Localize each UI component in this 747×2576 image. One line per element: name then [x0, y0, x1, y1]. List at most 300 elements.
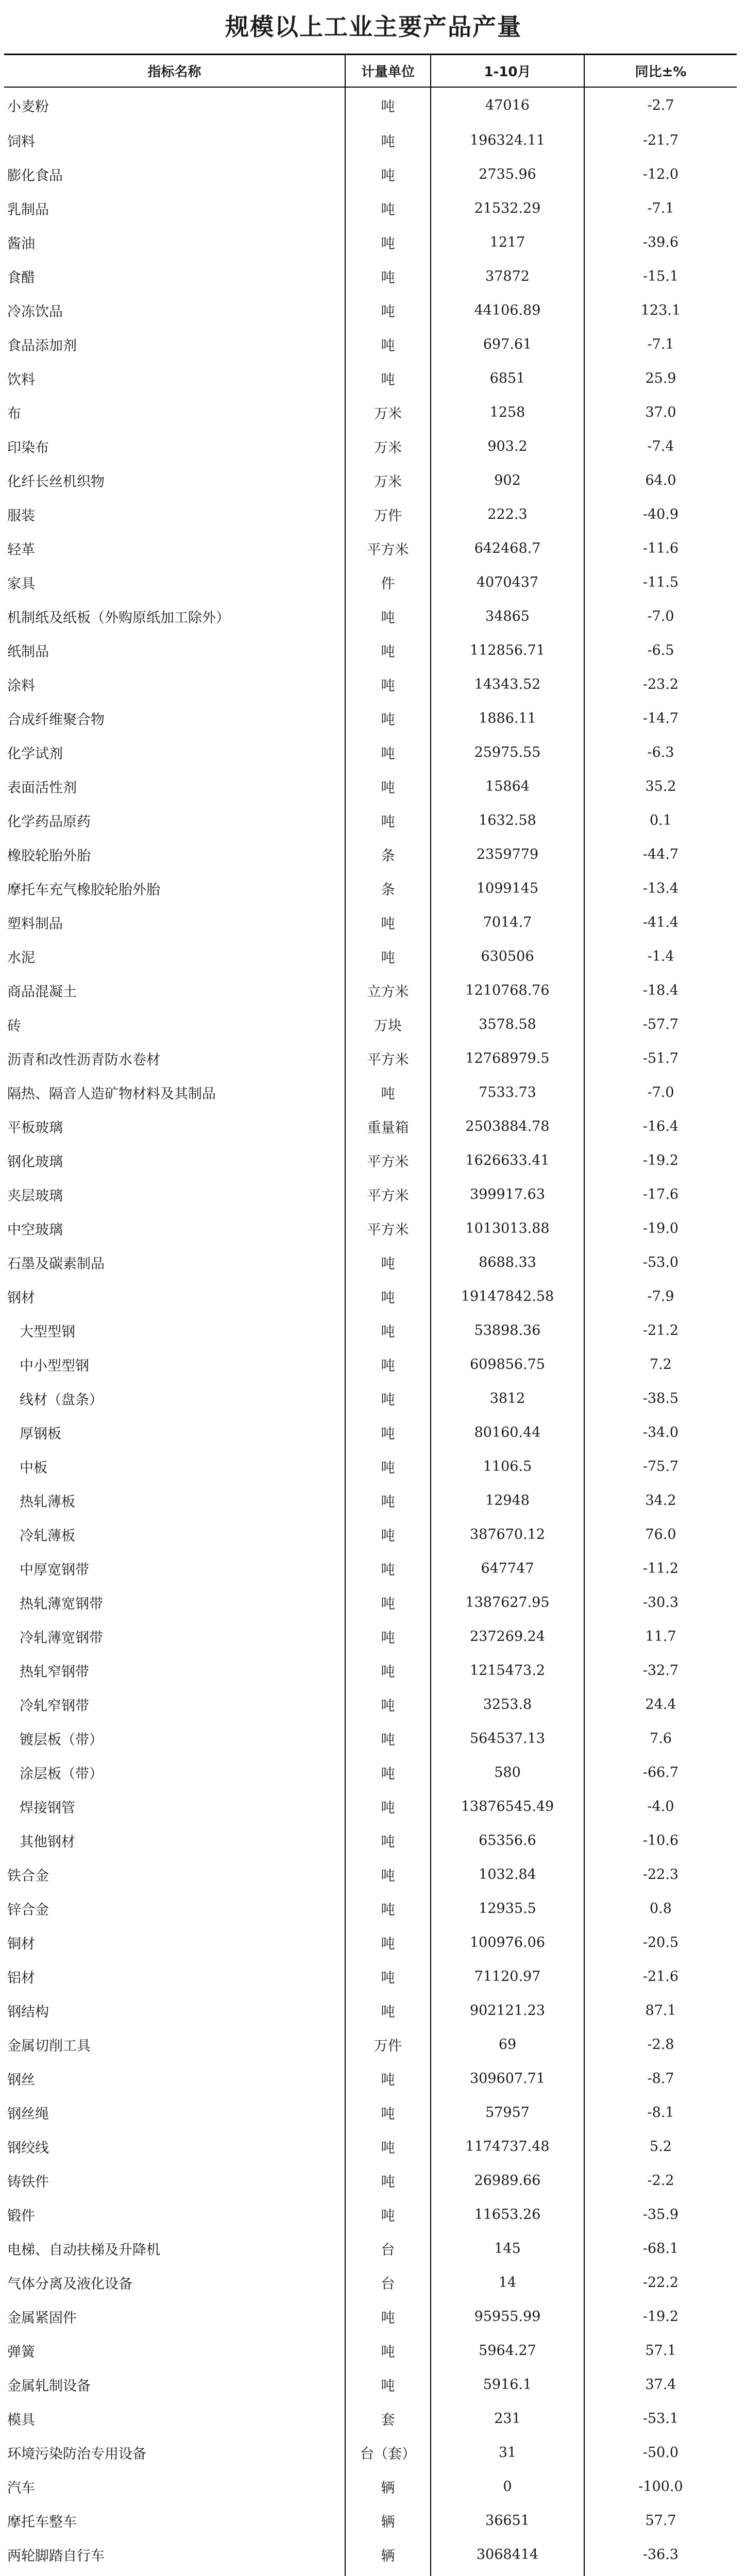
unit-cell: 吨: [345, 599, 431, 633]
unit-cell: 吨: [345, 1857, 431, 1891]
jan-oct-value-cell: 642468.7: [431, 531, 584, 565]
unit-cell: 吨: [345, 1721, 431, 1755]
yoy-change-cell: -32.7: [584, 1653, 737, 1687]
table-row: [4, 1891, 737, 1925]
unit-cell: 万米: [345, 395, 431, 429]
header-unit: 计量单位: [345, 55, 431, 88]
unit-cell: 吨: [345, 1313, 431, 1347]
indicator-name-cell: 印染布: [7, 439, 49, 456]
jan-oct-value-cell: 12935.5: [431, 1891, 584, 1925]
indicator-name-cell: 涂层板（带）: [20, 1766, 103, 1782]
unit-cell: 平方米: [345, 1143, 431, 1177]
header-jan-oct: 1-10月: [431, 55, 584, 88]
yoy-change-cell: -53.1: [584, 2401, 737, 2435]
table-row: [4, 2027, 737, 2061]
yoy-change-cell: -38.5: [584, 1381, 737, 1415]
jan-oct-value-cell: 71120.97: [431, 1959, 584, 1993]
jan-oct-value-cell: 34865: [431, 599, 584, 633]
yoy-change-cell: 25.9: [584, 361, 737, 395]
table-row: [4, 2333, 737, 2367]
jan-oct-value-cell: 1886.11: [431, 701, 584, 735]
indicator-name-cell: 冷轧薄宽钢带: [20, 1630, 103, 1646]
yoy-change-cell: -7.1: [584, 327, 737, 361]
table-row: [4, 1721, 737, 1755]
indicator-name-cell: 酱油: [7, 235, 35, 252]
jan-oct-value-cell: 903.2: [431, 429, 584, 463]
table-row: [4, 2197, 737, 2231]
yoy-change-cell: -6.5: [584, 633, 737, 667]
indicator-name-cell: 服装: [7, 507, 35, 524]
jan-oct-value-cell: 580: [431, 1755, 584, 1789]
yoy-change-cell: -11.5: [584, 565, 737, 599]
jan-oct-value-cell: 222.3: [431, 497, 584, 531]
unit-cell: 条: [345, 837, 431, 871]
unit-cell: 吨: [345, 259, 431, 293]
indicator-name-cell: 水泥: [7, 950, 35, 966]
yoy-change-cell: 0.8: [584, 1891, 737, 1925]
table-header-row: [4, 55, 737, 88]
yoy-change-cell: -57.7: [584, 1007, 737, 1041]
table-row: [4, 905, 737, 939]
indicator-name-cell: 钢丝绳: [7, 2106, 49, 2122]
yoy-change-cell: -7.0: [584, 599, 737, 633]
table-row: [4, 2129, 737, 2163]
unit-cell: [345, 2571, 431, 2576]
unit-cell: 台（套）: [345, 2435, 431, 2469]
unit-cell: 吨: [345, 1891, 431, 1925]
indicator-name-cell: 机制纸及纸板（外购原纸加工除外）: [7, 609, 230, 626]
indicator-name-cell: 铝材: [7, 1970, 35, 1986]
jan-oct-value-cell: 1215473.2: [431, 1653, 584, 1687]
yoy-change-cell: 7.6: [584, 1721, 737, 1755]
jan-oct-value-cell: 69: [431, 2027, 584, 2061]
indicator-name-cell: 弹簧: [7, 2344, 35, 2360]
jan-oct-value-cell: 1210768.76: [431, 973, 584, 1007]
indicator-name-cell: 模具: [7, 2412, 35, 2428]
yoy-change-cell: 5.2: [584, 2129, 737, 2163]
table-row: [4, 1585, 737, 1619]
indicator-name-cell: 锻件: [7, 2208, 35, 2224]
yoy-change-cell: -53.0: [584, 1245, 737, 1279]
yoy-change-cell: 123.1: [584, 293, 737, 327]
unit-cell: 吨: [345, 1925, 431, 1959]
indicator-name-cell: 涂料: [7, 677, 35, 694]
yoy-change-cell: -17.6: [584, 1177, 737, 1211]
table-row: [4, 2469, 737, 2503]
yoy-change-cell: -11.2: [584, 1551, 737, 1585]
yoy-change-cell: -6.3: [584, 735, 737, 769]
table-row: [4, 1755, 737, 1789]
unit-cell: 吨: [345, 87, 431, 123]
indicator-name-cell: 厚钢板: [20, 1426, 61, 1442]
jan-oct-value-cell: 697.61: [431, 327, 584, 361]
unit-cell: 吨: [345, 2299, 431, 2333]
unit-cell: 吨: [345, 123, 431, 157]
table-row: [4, 1211, 737, 1245]
indicator-name-cell: 轻革: [7, 541, 35, 558]
indicator-name-cell: 纸制品: [7, 643, 49, 660]
yoy-change-cell: -40.9: [584, 497, 737, 531]
indicator-name-cell: 钢绞线: [7, 2140, 49, 2156]
table-row: [4, 735, 737, 769]
table-row: [4, 1449, 737, 1483]
unit-cell: 吨: [345, 1449, 431, 1483]
table-row: [4, 1959, 737, 1993]
unit-cell: 平方米: [345, 531, 431, 565]
yoy-change-cell: -66.7: [584, 1755, 737, 1789]
yoy-change-cell: -19.2: [584, 2299, 737, 2333]
yoy-change-cell: -7.1: [584, 191, 737, 225]
jan-oct-value-cell: 196324.11: [431, 123, 584, 157]
indicator-name-cell: 食醋: [7, 269, 35, 286]
jan-oct-value-cell: 1626633.41: [431, 1143, 584, 1177]
yoy-change-cell: -19.2: [584, 1143, 737, 1177]
unit-cell: 吨: [345, 1075, 431, 1109]
table-row: [4, 2503, 737, 2537]
unit-cell: 吨: [345, 1381, 431, 1415]
yoy-change-cell: -13.4: [584, 871, 737, 905]
indicator-name-cell: 布: [7, 405, 21, 422]
jan-oct-value-cell: 4070437: [431, 565, 584, 599]
jan-oct-value-cell: 21532.29: [431, 191, 584, 225]
indicator-name-cell: 小麦粉: [7, 99, 49, 115]
yoy-change-cell: -22.2: [584, 2265, 737, 2299]
table-row: [4, 2367, 737, 2401]
table-row: [4, 2163, 737, 2197]
jan-oct-value-cell: 7014.7: [431, 905, 584, 939]
jan-oct-value-cell: 145: [431, 2231, 584, 2265]
indicator-name-cell: 食品添加剂: [7, 337, 77, 354]
jan-oct-value-cell: [431, 2571, 584, 2576]
indicator-name-cell: 铜材: [7, 1936, 35, 1952]
jan-oct-value-cell: 2735.96: [431, 157, 584, 191]
header-indicator-name: 指标名称: [4, 55, 345, 88]
yoy-change-cell: -15.1: [584, 259, 737, 293]
yoy-change-cell: -16.4: [584, 1109, 737, 1143]
jan-oct-value-cell: 1387627.95: [431, 1585, 584, 1619]
table-row: [4, 2265, 737, 2299]
yoy-change-cell: -8.7: [584, 2061, 737, 2095]
indicator-name-cell: 冷轧薄板: [20, 1528, 75, 1544]
jan-oct-value-cell: 237269.24: [431, 1619, 584, 1653]
indicator-name-cell: 钢结构: [7, 2004, 49, 2020]
unit-cell: 吨: [345, 2095, 431, 2129]
jan-oct-value-cell: 3812: [431, 1381, 584, 1415]
production-table: [4, 54, 737, 2576]
unit-cell: 吨: [345, 1687, 431, 1721]
unit-cell: 吨: [345, 1517, 431, 1551]
unit-cell: 吨: [345, 2367, 431, 2401]
unit-cell: 吨: [345, 157, 431, 191]
table-row: [4, 667, 737, 701]
jan-oct-value-cell: 26989.66: [431, 2163, 584, 2197]
indicator-name-cell: 钢材: [7, 1290, 35, 1306]
indicator-name-cell: 大型型钢: [20, 1324, 75, 1340]
table-row: [4, 1415, 737, 1449]
table-row: [4, 1653, 737, 1687]
unit-cell: 吨: [345, 1245, 431, 1279]
indicator-name-cell: 镀层板（带）: [20, 1732, 103, 1748]
yoy-change-cell: -36.3: [584, 2537, 737, 2571]
unit-cell: 吨: [345, 1347, 431, 1381]
indicator-name-cell: 热轧窄钢带: [20, 1664, 89, 1680]
unit-cell: 吨: [345, 701, 431, 735]
yoy-change-cell: -68.1: [584, 2231, 737, 2265]
unit-cell: 吨: [345, 2129, 431, 2163]
jan-oct-value-cell: 25975.55: [431, 735, 584, 769]
yoy-change-cell: -20.5: [584, 1925, 737, 1959]
jan-oct-value-cell: 15864: [431, 769, 584, 803]
jan-oct-value-cell: 5916.1: [431, 2367, 584, 2401]
indicator-name-cell: 锌合金: [7, 1902, 49, 1918]
table-row: [4, 1347, 737, 1381]
yoy-change-cell: 57.1: [584, 2333, 737, 2367]
jan-oct-value-cell: 19147842.58: [431, 1279, 584, 1313]
jan-oct-value-cell: 57957: [431, 2095, 584, 2129]
unit-cell: 吨: [345, 1959, 431, 1993]
unit-cell: 吨: [345, 633, 431, 667]
yoy-change-cell: 87.1: [584, 1993, 737, 2027]
unit-cell: 条: [345, 871, 431, 905]
jan-oct-value-cell: 37872: [431, 259, 584, 293]
yoy-change-cell: 34.2: [584, 1483, 737, 1517]
indicator-name-cell: 砖: [7, 1018, 21, 1034]
table-row: [4, 1075, 737, 1109]
table-row: [4, 1245, 737, 1279]
jan-oct-value-cell: 1174737.48: [431, 2129, 584, 2163]
table-row: [4, 1687, 737, 1721]
jan-oct-value-cell: 12948: [431, 1483, 584, 1517]
yoy-change-cell: 11.7: [584, 1619, 737, 1653]
table-row: [4, 1789, 737, 1823]
jan-oct-value-cell: 1099145: [431, 871, 584, 905]
jan-oct-value-cell: 399917.63: [431, 1177, 584, 1211]
jan-oct-value-cell: 100976.06: [431, 1925, 584, 1959]
header-yoy: 同比±%: [584, 55, 737, 88]
jan-oct-value-cell: 387670.12: [431, 1517, 584, 1551]
yoy-change-cell: -11.6: [584, 531, 737, 565]
yoy-change-cell: 7.2: [584, 1347, 737, 1381]
indicator-name-cell: 钢丝: [7, 2072, 35, 2088]
jan-oct-value-cell: 902: [431, 463, 584, 497]
yoy-change-cell: -7.9: [584, 1279, 737, 1313]
jan-oct-value-cell: 14: [431, 2265, 584, 2299]
yoy-change-cell: -12.0: [584, 157, 737, 191]
unit-cell: 吨: [345, 1993, 431, 2027]
indicator-name-cell: 夹层玻璃: [7, 1188, 63, 1204]
yoy-change-cell: -23.2: [584, 667, 737, 701]
jan-oct-value-cell: 3578.58: [431, 1007, 584, 1041]
table-row: [4, 1041, 737, 1075]
table-row: [4, 2095, 737, 2129]
table-row: [4, 225, 737, 259]
yoy-change-cell: 64.0: [584, 463, 737, 497]
indicator-name-cell: 其他钢材: [20, 1834, 75, 1850]
table-row: [4, 1551, 737, 1585]
unit-cell: 吨: [345, 191, 431, 225]
unit-cell: 吨: [345, 1551, 431, 1585]
jan-oct-value-cell: 8688.33: [431, 1245, 584, 1279]
table-row: [4, 191, 737, 225]
table-row: [4, 2571, 737, 2576]
indicator-name-cell: 金属轧制设备: [7, 2378, 91, 2394]
jan-oct-value-cell: 95955.99: [431, 2299, 584, 2333]
jan-oct-value-cell: 1032.84: [431, 1857, 584, 1891]
indicator-name-cell: 环境污染防治专用设备: [7, 2446, 146, 2462]
unit-cell: 辆: [345, 2469, 431, 2503]
indicator-name-cell: 中板: [20, 1460, 47, 1476]
jan-oct-value-cell: 12768979.5: [431, 1041, 584, 1075]
table-row: [4, 429, 737, 463]
jan-oct-value-cell: 2359779: [431, 837, 584, 871]
indicator-name-cell: 表面活性剂: [7, 779, 77, 796]
indicator-name-cell: 沥青和改性沥青防水卷材: [7, 1052, 160, 1068]
indicator-name-cell: 金属切削工具: [7, 2038, 91, 2054]
jan-oct-value-cell: 11653.26: [431, 2197, 584, 2231]
indicator-name-cell: 中小型型钢: [20, 1358, 89, 1374]
unit-cell: 台: [345, 2231, 431, 2265]
jan-oct-value-cell: 1217: [431, 225, 584, 259]
table-body: [4, 87, 737, 2576]
jan-oct-value-cell: 36651: [431, 2503, 584, 2537]
yoy-change-cell: -2.2: [584, 2163, 737, 2197]
table-row: [4, 1857, 737, 1891]
table-row: [4, 599, 737, 633]
table-row: [4, 1993, 737, 2027]
table-row: [4, 1143, 737, 1177]
unit-cell: 吨: [345, 939, 431, 973]
table-row: [4, 497, 737, 531]
table-row: [4, 871, 737, 905]
table-row: [4, 2061, 737, 2095]
unit-cell: 万块: [345, 1007, 431, 1041]
indicator-name-cell: 冷冻饮品: [7, 303, 63, 320]
jan-oct-value-cell: 0: [431, 2469, 584, 2503]
table-row: [4, 361, 737, 395]
indicator-name-cell: 铁合金: [7, 1868, 49, 1884]
unit-cell: 平方米: [345, 1211, 431, 1245]
table-row: [4, 1517, 737, 1551]
jan-oct-value-cell: 7533.73: [431, 1075, 584, 1109]
indicator-name-cell: 化纤长丝机织物: [7, 473, 105, 490]
indicator-name-cell: 化学试剂: [7, 745, 63, 762]
indicator-name-cell: 中空玻璃: [7, 1222, 63, 1238]
jan-oct-value-cell: 14343.52: [431, 667, 584, 701]
table-row: [4, 803, 737, 837]
unit-cell: 万件: [345, 497, 431, 531]
indicator-name-cell: 钢化玻璃: [7, 1154, 63, 1170]
yoy-change-cell: -34.0: [584, 1415, 737, 1449]
yoy-change-cell: -35.9: [584, 2197, 737, 2231]
unit-cell: 吨: [345, 667, 431, 701]
yoy-change-cell: -41.4: [584, 905, 737, 939]
indicator-name-cell: 两轮脚踏自行车: [7, 2548, 105, 2564]
unit-cell: 吨: [345, 905, 431, 939]
indicator-name-cell: 饮料: [7, 371, 35, 388]
jan-oct-value-cell: 31: [431, 2435, 584, 2469]
indicator-name-cell: 家具: [7, 575, 35, 592]
jan-oct-value-cell: 1258: [431, 395, 584, 429]
indicator-name-cell: 气体分离及液化设备: [7, 2276, 132, 2292]
table-row: [4, 1313, 737, 1347]
jan-oct-value-cell: 1106.5: [431, 1449, 584, 1483]
unit-cell: 吨: [345, 327, 431, 361]
table-row: [4, 259, 737, 293]
unit-cell: 吨: [345, 361, 431, 395]
jan-oct-value-cell: 609856.75: [431, 1347, 584, 1381]
table-row: [4, 2537, 737, 2571]
indicator-name-cell: 平板玻璃: [7, 1120, 63, 1136]
indicator-name-cell: 焊接钢管: [20, 1800, 75, 1816]
jan-oct-value-cell: 6851: [431, 361, 584, 395]
table-row: [4, 565, 737, 599]
unit-cell: 吨: [345, 1619, 431, 1653]
jan-oct-value-cell: 564537.13: [431, 1721, 584, 1755]
unit-cell: 万件: [345, 2027, 431, 2061]
yoy-change-cell: -100.0: [584, 2469, 737, 2503]
jan-oct-value-cell: 5964.27: [431, 2333, 584, 2367]
table-row: [4, 701, 737, 735]
yoy-change-cell: 37.4: [584, 2367, 737, 2401]
indicator-name-cell: 石墨及碳素制品: [7, 1256, 105, 1272]
yoy-change-cell: -50.0: [584, 2435, 737, 2469]
yoy-change-cell: 35.2: [584, 769, 737, 803]
unit-cell: 立方米: [345, 973, 431, 1007]
jan-oct-value-cell: 112856.71: [431, 633, 584, 667]
table-row: [4, 87, 737, 123]
jan-oct-value-cell: 231: [431, 2401, 584, 2435]
jan-oct-value-cell: 902121.23: [431, 1993, 584, 2027]
indicator-name-cell: 热轧薄板: [20, 1494, 75, 1510]
jan-oct-value-cell: 1632.58: [431, 803, 584, 837]
table-row: [4, 123, 737, 157]
jan-oct-value-cell: 13876545.49: [431, 1789, 584, 1823]
unit-cell: 辆: [345, 2503, 431, 2537]
yoy-change-cell: -44.7: [584, 837, 737, 871]
indicator-name-cell: 冷轧窄钢带: [20, 1698, 89, 1714]
unit-cell: 台: [345, 2265, 431, 2299]
indicator-name-cell: 合成纤维聚合物: [7, 711, 105, 728]
table-row: [4, 939, 737, 973]
jan-oct-value-cell: 65356.6: [431, 1823, 584, 1857]
indicator-name-cell: 金属紧固件: [7, 2310, 77, 2326]
table-row: [4, 1619, 737, 1653]
unit-cell: 吨: [345, 803, 431, 837]
yoy-change-cell: -21.2: [584, 1313, 737, 1347]
table-row: [4, 1177, 737, 1211]
indicator-name-cell: 电梯、自动扶梯及升降机: [7, 2242, 160, 2258]
unit-cell: 吨: [345, 1789, 431, 1823]
table-row: [4, 327, 737, 361]
jan-oct-value-cell: 3253.8: [431, 1687, 584, 1721]
table-row: [4, 973, 737, 1007]
table-row: [4, 463, 737, 497]
jan-oct-value-cell: 1013013.88: [431, 1211, 584, 1245]
indicator-name-cell: 汽车: [7, 2480, 35, 2496]
table-row: [4, 837, 737, 871]
yoy-change-cell: -7.4: [584, 429, 737, 463]
table-row: [4, 1007, 737, 1041]
yoy-change-cell: -1.4: [584, 939, 737, 973]
yoy-change-cell: -22.3: [584, 1857, 737, 1891]
table-row: [4, 157, 737, 191]
indicator-name-cell: 乳制品: [7, 201, 49, 218]
table-row: [4, 633, 737, 667]
unit-cell: 吨: [345, 1585, 431, 1619]
unit-cell: 吨: [345, 735, 431, 769]
yoy-change-cell: -2.7: [584, 87, 737, 123]
yoy-change-cell: -21.7: [584, 123, 737, 157]
